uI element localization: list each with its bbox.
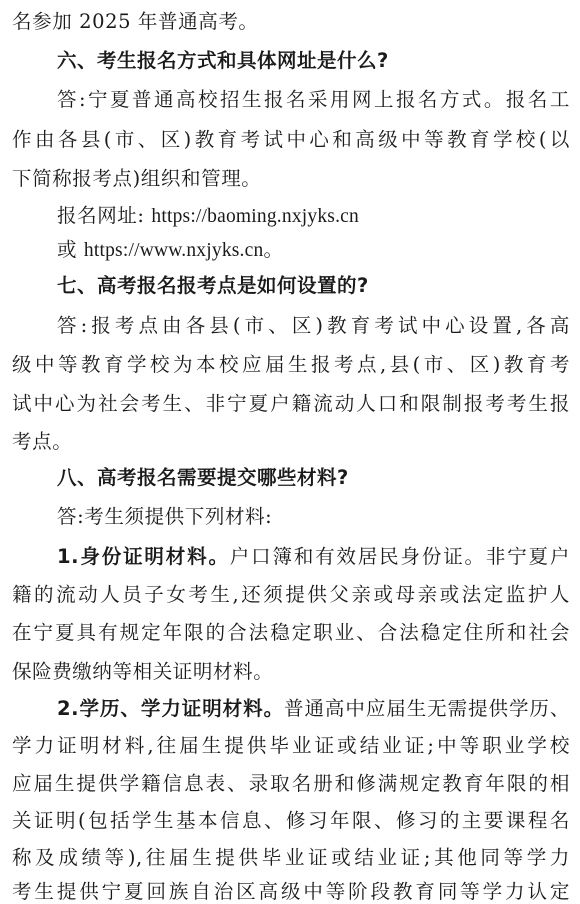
- section-heading-6: 六、考生报名方式和具体网址是什么?: [57, 49, 389, 72]
- item-2-text: 普通高中应届生无需提供学历、: [284, 697, 570, 720]
- text-line: 下简称报考点)组织和管理。: [12, 167, 262, 190]
- text-line: 答:考生须提供下列材料:: [57, 505, 273, 528]
- text-line: 在宁夏具有规定年限的合法稳定职业、合法稳定住所和社会: [12, 621, 570, 644]
- text-line: 考点。: [12, 430, 73, 453]
- text-line: 学力证明材料,往届生提供毕业证或结业证;中等职业学校: [12, 734, 570, 757]
- url-line: [57, 200, 359, 228]
- text-line: 答:报考点由各县(市、区)教育考试中心设置,各高: [57, 314, 570, 337]
- text-line: 籍的流动人员子女考生,还须提供父亲或母亲或法定监护人: [12, 583, 570, 606]
- text-line: 作由各县(市、区)教育考试中心和高级中等教育学校(以: [12, 128, 570, 151]
- list-item-2-first-line: [57, 693, 570, 721]
- list-item-1-first-line: [57, 541, 570, 569]
- url-line: [57, 234, 283, 262]
- text-line: 保险费缴纳等相关证明材料。: [12, 660, 274, 683]
- text-line: 试中心为社会考生、非宁夏户籍流动人口和限制报考考生报: [12, 392, 570, 415]
- text-line: 应届生提供学籍信息表、录取名册和修满规定教育年限的相: [12, 772, 570, 795]
- text-line: 答:宁夏普通高校招生报名采用网上报名方式。报名工: [57, 88, 570, 111]
- text-line: 称及成绩等),往届生提供毕业证或结业证;其他同等学力: [12, 846, 570, 869]
- item-2-lead: 2.学历、学力证明材料。: [57, 697, 285, 720]
- registration-url-link[interactable]: https://baoming.nxjyks.cn: [151, 206, 359, 227]
- item-1-text: 户口簿和有效居民身份证。非宁夏户: [229, 545, 570, 568]
- text-line: 关证明(包括学生基本信息、修习年限、修习的主要课程名: [12, 809, 570, 832]
- text-line: 级中等教育学校为本校应届生报考点,县(市、区)教育考: [12, 353, 570, 376]
- section-heading-7: 七、高考报名报考点是如何设置的?: [57, 274, 369, 297]
- text-line: 名参加 2025 年普通高考。: [12, 10, 259, 33]
- item-1-lead: 1.身份证明材料。: [57, 545, 230, 568]
- text-line: 考生提供宁夏回族自治区高级中等阶段教育同等学力认定: [12, 880, 570, 903]
- or-text: 或: [57, 238, 78, 261]
- section-heading-8: 八、高考报名需要提交哪些材料?: [57, 466, 349, 489]
- website-url-link[interactable]: https://www.nxjyks.cn。: [83, 240, 284, 261]
- url-label: 报名网址:: [57, 204, 145, 227]
